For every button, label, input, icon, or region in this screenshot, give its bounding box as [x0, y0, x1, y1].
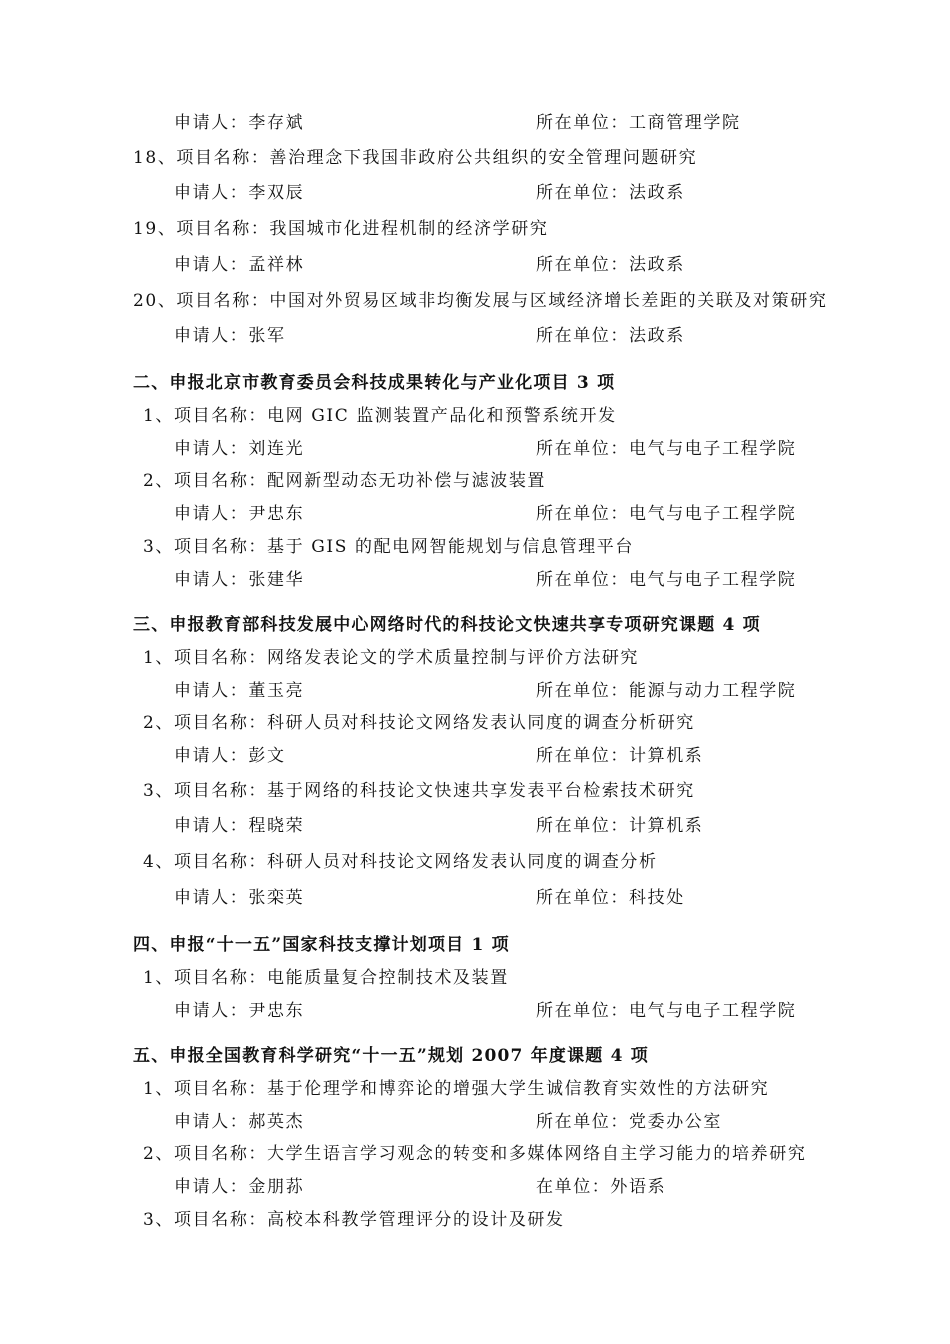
project-title: 18、项目名称：善治理念下我国非政府公共组织的安全管理问题研究	[133, 148, 698, 168]
project-title: 3、项目名称：基于网络的科技论文快速共享发表平台检索技术研究	[143, 781, 695, 801]
applicant-unit: 所在单位：党委办公室	[536, 1112, 722, 1132]
applicant-unit: 所在单位：计算机系	[536, 746, 704, 766]
applicant-unit: 所在单位：法政系	[536, 255, 685, 275]
applicant-unit: 所在单位：电气与电子工程学院	[536, 570, 797, 590]
applicant-unit: 在单位：外语系	[536, 1177, 667, 1197]
project-title: 2、项目名称：科研人员对科技论文网络发表认同度的调查分析研究	[143, 713, 695, 733]
applicant-name: 申请人：彭文	[174, 746, 286, 766]
applicant-name: 申请人：程晓荣	[174, 816, 305, 836]
applicant-unit: 所在单位：电气与电子工程学院	[536, 1001, 797, 1021]
project-title: 3、项目名称：高校本科教学管理评分的设计及研发	[143, 1210, 565, 1230]
applicant-name: 申请人：金朋荪	[174, 1177, 305, 1197]
applicant-unit: 所在单位：工商管理学院	[536, 113, 741, 133]
applicant-name: 申请人：李双辰	[174, 183, 305, 203]
applicant-name: 申请人：郝英杰	[174, 1112, 305, 1132]
section-heading: 二、申报北京市教育委员会科技成果转化与产业化项目 3 项	[133, 373, 616, 393]
applicant-name: 申请人：尹忠东	[174, 504, 305, 524]
applicant-name: 申请人：尹忠东	[174, 1001, 305, 1021]
project-title: 2、项目名称：配网新型动态无功补偿与滤波装置	[143, 471, 547, 491]
applicant-unit: 所在单位：法政系	[536, 183, 685, 203]
project-title: 3、项目名称：基于 GIS 的配电网智能规划与信息管理平台	[143, 537, 634, 557]
applicant-unit: 所在单位：计算机系	[536, 816, 704, 836]
applicant-name: 申请人：张栾英	[174, 888, 305, 908]
project-title: 19、项目名称：我国城市化进程机制的经济学研究	[133, 219, 549, 239]
project-title: 4、项目名称：科研人员对科技论文网络发表认同度的调查分析	[143, 852, 658, 872]
project-title: 2、项目名称：大学生语言学习观念的转变和多媒体网络自主学习能力的培养研究	[143, 1144, 807, 1164]
applicant-unit: 所在单位：电气与电子工程学院	[536, 504, 797, 524]
project-title: 1、项目名称：基于伦理学和博弈论的增强大学生诚信教育实效性的方法研究	[143, 1079, 770, 1099]
applicant-unit: 所在单位：能源与动力工程学院	[536, 681, 797, 701]
applicant-name: 申请人：李存斌	[174, 113, 305, 133]
project-title: 1、项目名称：电能质量复合控制技术及装置	[143, 968, 509, 988]
project-title: 1、项目名称：网络发表论文的学术质量控制与评价方法研究	[143, 648, 640, 668]
applicant-unit: 所在单位：科技处	[536, 888, 685, 908]
project-title: 20、项目名称：中国对外贸易区域非均衡发展与区域经济增长差距的关联及对策研究	[133, 291, 828, 311]
applicant-name: 申请人：刘连光	[174, 439, 305, 459]
section-heading: 三、申报教育部科技发展中心网络时代的科技论文快速共享专项研究课题 4 项	[133, 615, 761, 635]
section-heading: 五、申报全国教育科学研究“十一五”规划 2007 年度课题 4 项	[133, 1046, 649, 1066]
applicant-name: 申请人：张军	[174, 326, 286, 346]
section-heading: 四、申报“十一五”国家科技支撑计划项目 1 项	[133, 935, 510, 955]
applicant-name: 申请人：董玉亮	[174, 681, 305, 701]
applicant-unit: 所在单位：电气与电子工程学院	[536, 439, 797, 459]
applicant-name: 申请人：孟祥林	[174, 255, 305, 275]
project-title: 1、项目名称：电网 GIC 监测装置产品化和预警系统开发	[143, 406, 617, 426]
applicant-name: 申请人：张建华	[174, 570, 305, 590]
applicant-unit: 所在单位：法政系	[536, 326, 685, 346]
